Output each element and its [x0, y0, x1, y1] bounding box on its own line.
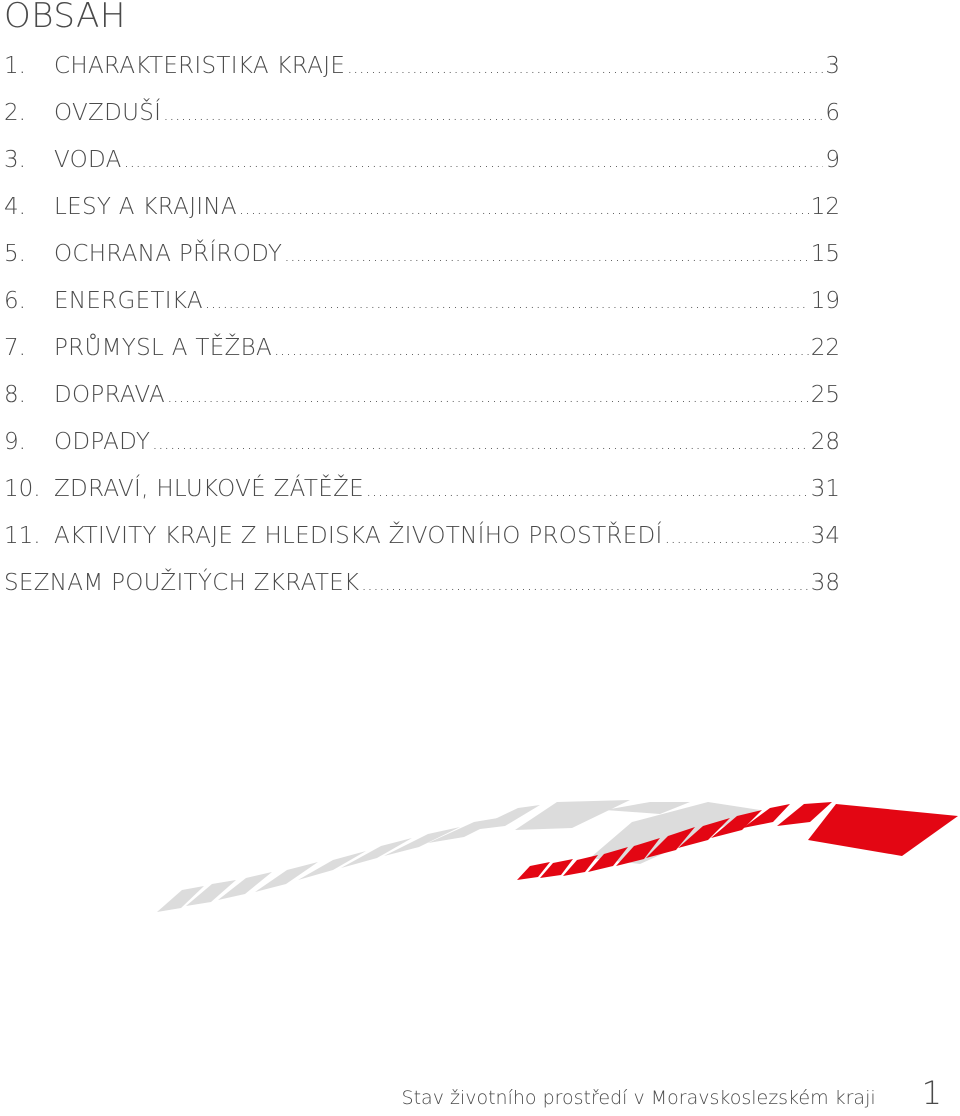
- toc-number: 8.: [4, 382, 26, 408]
- toc-leader-dots: [167, 379, 809, 413]
- toc-number: 2.: [4, 100, 26, 126]
- toc-entry[interactable]: [4, 426, 840, 473]
- toc-entry[interactable]: [4, 285, 840, 332]
- toc-page-number: 22: [810, 335, 840, 361]
- toc-leader-dots: [124, 144, 824, 178]
- toc-page-number: 15: [810, 241, 840, 267]
- toc-number: 5.: [4, 241, 26, 267]
- decorative-stripe-graphic: [0, 780, 960, 940]
- toc-number: 3.: [4, 147, 26, 173]
- page-title: OBSAH: [4, 0, 126, 36]
- toc-entry[interactable]: [4, 144, 840, 191]
- toc-page-number: 38: [810, 570, 840, 596]
- toc-label: ODPADY: [54, 429, 151, 455]
- toc-label: SEZNAM POUŽITÝCH ZKRATEK: [4, 570, 360, 596]
- toc-entry[interactable]: [4, 520, 840, 567]
- toc-entry[interactable]: [4, 97, 840, 144]
- toc-leader-dots: [205, 285, 809, 319]
- toc-leader-dots: [347, 50, 823, 84]
- toc-leader-dots: [665, 520, 809, 554]
- toc-label: VODA: [54, 147, 122, 173]
- toc-leader-dots: [284, 238, 809, 272]
- toc-label: ZDRAVÍ, HLUKOVÉ ZÁTĚŽE: [54, 476, 364, 502]
- toc-entry[interactable]: [4, 567, 840, 614]
- toc-number: 6.: [4, 288, 26, 314]
- gray-stripes: [157, 800, 760, 912]
- page-footer: [402, 1074, 942, 1112]
- toc-number: 1.: [4, 53, 26, 79]
- toc-label: OCHRANA PŘÍRODY: [54, 241, 283, 267]
- toc-page-number: 12: [810, 194, 840, 220]
- toc-leader-dots: [239, 191, 809, 225]
- toc-page-number: 3: [825, 53, 840, 79]
- toc-page-number: 28: [810, 429, 840, 455]
- toc-label: ENERGETIKA: [54, 288, 203, 314]
- toc-label: LESY A KRAJINA: [54, 194, 237, 220]
- toc-label: CHARAKTERISTIKA KRAJE: [54, 53, 346, 79]
- toc-leader-dots: [366, 473, 809, 507]
- toc-number: 7.: [4, 335, 26, 361]
- toc-entry[interactable]: [4, 191, 840, 238]
- toc-leader-dots: [274, 332, 809, 366]
- footer-publication-title: Stav životního prostředí v Moravskoslezském kraji: [401, 1087, 876, 1109]
- footer-page-number: 1: [921, 1074, 942, 1112]
- toc-label: DOPRAVA: [54, 382, 166, 408]
- toc-entry[interactable]: [4, 238, 840, 285]
- toc-page-number: 6: [825, 100, 840, 126]
- toc-number: 4.: [4, 194, 26, 220]
- table-of-contents: [4, 50, 840, 614]
- toc-label: OVZDUŠÍ: [54, 100, 162, 126]
- toc-page-number: 9: [825, 147, 840, 173]
- toc-label: AKTIVITY KRAJE Z HLEDISKA ŽIVOTNÍHO PROSTŘEDÍ: [54, 523, 663, 549]
- toc-number: 9.: [4, 429, 26, 455]
- toc-number: 10.: [4, 476, 41, 502]
- toc-label: PRŮMYSL A TĚŽBA: [54, 335, 272, 361]
- toc-page-number: 25: [810, 382, 840, 408]
- toc-entry[interactable]: [4, 50, 840, 97]
- toc-page-number: 31: [810, 476, 840, 502]
- toc-page-number: 19: [810, 288, 840, 314]
- toc-number: 11.: [4, 523, 41, 549]
- toc-entry[interactable]: [4, 473, 840, 520]
- toc-entry[interactable]: [4, 332, 840, 379]
- toc-entry[interactable]: [4, 379, 840, 426]
- toc-page-number: 34: [810, 523, 840, 549]
- toc-leader-dots: [361, 567, 808, 601]
- toc-leader-dots: [163, 97, 823, 131]
- toc-leader-dots: [152, 426, 808, 460]
